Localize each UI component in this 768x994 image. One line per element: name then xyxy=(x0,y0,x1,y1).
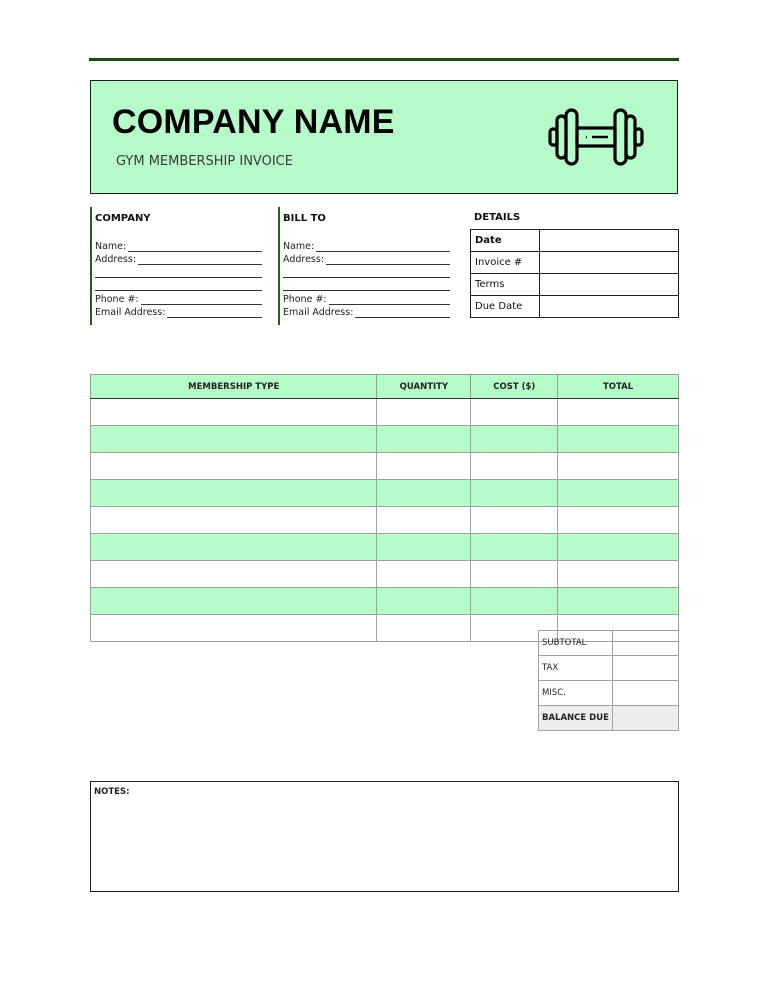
invoice-number-value-cell[interactable] xyxy=(540,252,679,274)
table-header-row xyxy=(91,375,679,399)
column-header-quantity: QUANTITY xyxy=(377,375,471,399)
top-rule xyxy=(89,58,679,61)
company-address-line-3[interactable] xyxy=(95,278,262,291)
table-row xyxy=(91,507,679,534)
table-row xyxy=(91,426,679,453)
table-row xyxy=(91,453,679,480)
totals-table xyxy=(538,630,679,731)
subtotal-value[interactable] xyxy=(613,631,679,656)
bill-to-phone-field[interactable]: Phone #: xyxy=(283,292,450,305)
bill-to-info-block xyxy=(278,207,450,325)
details-table xyxy=(470,229,679,318)
subtotal-row xyxy=(539,631,679,656)
date-value-cell[interactable] xyxy=(540,230,679,252)
balance-due-row xyxy=(539,706,679,731)
company-address-line-2[interactable] xyxy=(95,265,262,278)
tax-label: TAX xyxy=(539,656,613,681)
details-row-terms xyxy=(471,274,679,296)
table-row xyxy=(91,480,679,507)
column-header-total: TOTAL xyxy=(558,375,679,399)
bill-to-address-line-2[interactable] xyxy=(283,265,450,278)
tax-value[interactable] xyxy=(613,656,679,681)
table-row xyxy=(91,534,679,561)
bill-to-address-field[interactable]: Address: xyxy=(283,252,450,265)
details-row-due-date xyxy=(471,296,679,318)
details-label: Invoice # xyxy=(471,252,540,274)
bill-to-address-line-3[interactable] xyxy=(283,278,450,291)
details-row-date xyxy=(471,230,679,252)
company-phone-field[interactable]: Phone #: xyxy=(95,292,262,305)
table-row xyxy=(91,561,679,588)
subtotal-label: SUBTOTAL xyxy=(539,631,613,656)
misc-label: MISC. xyxy=(539,681,613,706)
details-label: Due Date xyxy=(471,296,540,318)
table-row xyxy=(91,588,679,615)
balance-due-value[interactable] xyxy=(613,706,679,731)
invoice-subtitle: GYM MEMBERSHIP INVOICE xyxy=(116,154,293,169)
details-section-title: DETAILS xyxy=(474,212,521,223)
details-label: Date xyxy=(471,230,540,252)
notes-box[interactable] xyxy=(90,781,679,892)
company-info-block xyxy=(90,207,262,325)
company-section-title: COMPANY xyxy=(95,213,151,224)
details-row-invoice-number xyxy=(471,252,679,274)
balance-due-label: BALANCE DUE xyxy=(539,706,613,731)
bill-to-section-title: BILL TO xyxy=(283,213,326,224)
notes-label: NOTES: xyxy=(94,787,130,797)
details-label: Terms xyxy=(471,274,540,296)
dumbbell-icon xyxy=(548,107,644,167)
tax-row xyxy=(539,656,679,681)
company-email-field[interactable]: Email Address: xyxy=(95,305,262,318)
misc-value[interactable] xyxy=(613,681,679,706)
header-banner xyxy=(90,80,678,194)
membership-items-table xyxy=(90,374,679,642)
company-address-field[interactable]: Address: xyxy=(95,252,262,265)
column-header-membership-type: MEMBERSHIP TYPE xyxy=(91,375,377,399)
company-name[interactable]: COMPANY NAME xyxy=(112,103,395,141)
terms-value-cell[interactable] xyxy=(540,274,679,296)
table-row xyxy=(91,399,679,426)
company-name-field[interactable]: Name: xyxy=(95,239,262,252)
column-header-cost: COST ($) xyxy=(471,375,558,399)
bill-to-email-field[interactable]: Email Address: xyxy=(283,305,450,318)
due-date-value-cell[interactable] xyxy=(540,296,679,318)
bill-to-name-field[interactable]: Name: xyxy=(283,239,450,252)
misc-row xyxy=(539,681,679,706)
